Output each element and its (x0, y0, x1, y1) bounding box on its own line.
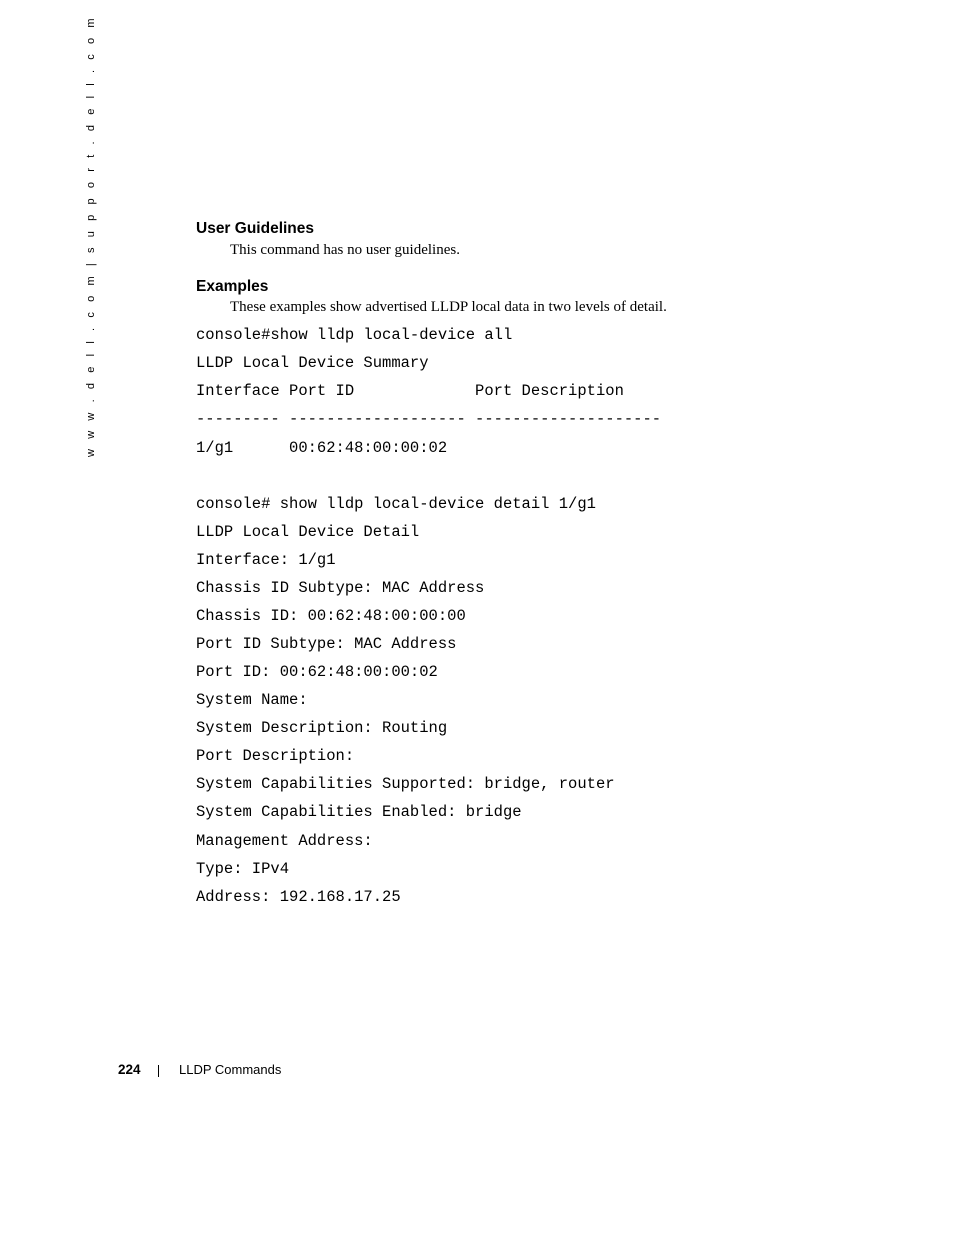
code-line: Address: 192.168.17.25 (196, 888, 401, 906)
code-line: Interface: 1/g1 (196, 551, 336, 569)
code-line: Chassis ID: 00:62:48:00:00:00 (196, 607, 466, 625)
code-line: console# show lldp local-device detail 1/g1 (196, 495, 596, 513)
code-line: System Name: (196, 691, 308, 709)
code-line: --------- ------------------- -------------------- (196, 410, 662, 428)
code-line: Chassis ID Subtype: MAC Address (196, 579, 485, 597)
user-guidelines-text: This command has no user guidelines. (230, 242, 460, 258)
examples-heading: Examples (196, 278, 269, 295)
page-number: 224 (118, 1062, 141, 1077)
examples-text: These examples show advertised LLDP local data in two levels of detail. (230, 299, 667, 315)
code-line: Management Address: (196, 832, 373, 850)
code-line: LLDP Local Device Summary (196, 354, 429, 372)
code-line: Interface Port ID Port Description (196, 382, 624, 400)
code-line: System Description: Routing (196, 719, 448, 737)
code-line: System Capabilities Supported: bridge, router (196, 775, 615, 793)
code-line: System Capabilities Enabled: bridge (196, 803, 522, 821)
user-guidelines-heading: User Guidelines (196, 220, 315, 237)
footer-section-title: LLDP Commands (179, 1062, 282, 1077)
code-line: Port Description: (196, 747, 355, 765)
code-line: Port ID Subtype: MAC Address (196, 635, 457, 653)
footer-divider (158, 1065, 159, 1077)
code-line: Type: IPv4 (196, 860, 290, 878)
code-line: LLDP Local Device Detail (196, 523, 420, 541)
code-line: console#show lldp local-device all (196, 326, 513, 344)
code-line: 1/g1 00:62:48:00:00:02 (196, 439, 448, 457)
side-website-url: w w w . d e l l . c o m | s u p p o r t . d e l l . c o m (85, 14, 97, 457)
code-line: Port ID: 00:62:48:00:00:02 (196, 663, 438, 681)
